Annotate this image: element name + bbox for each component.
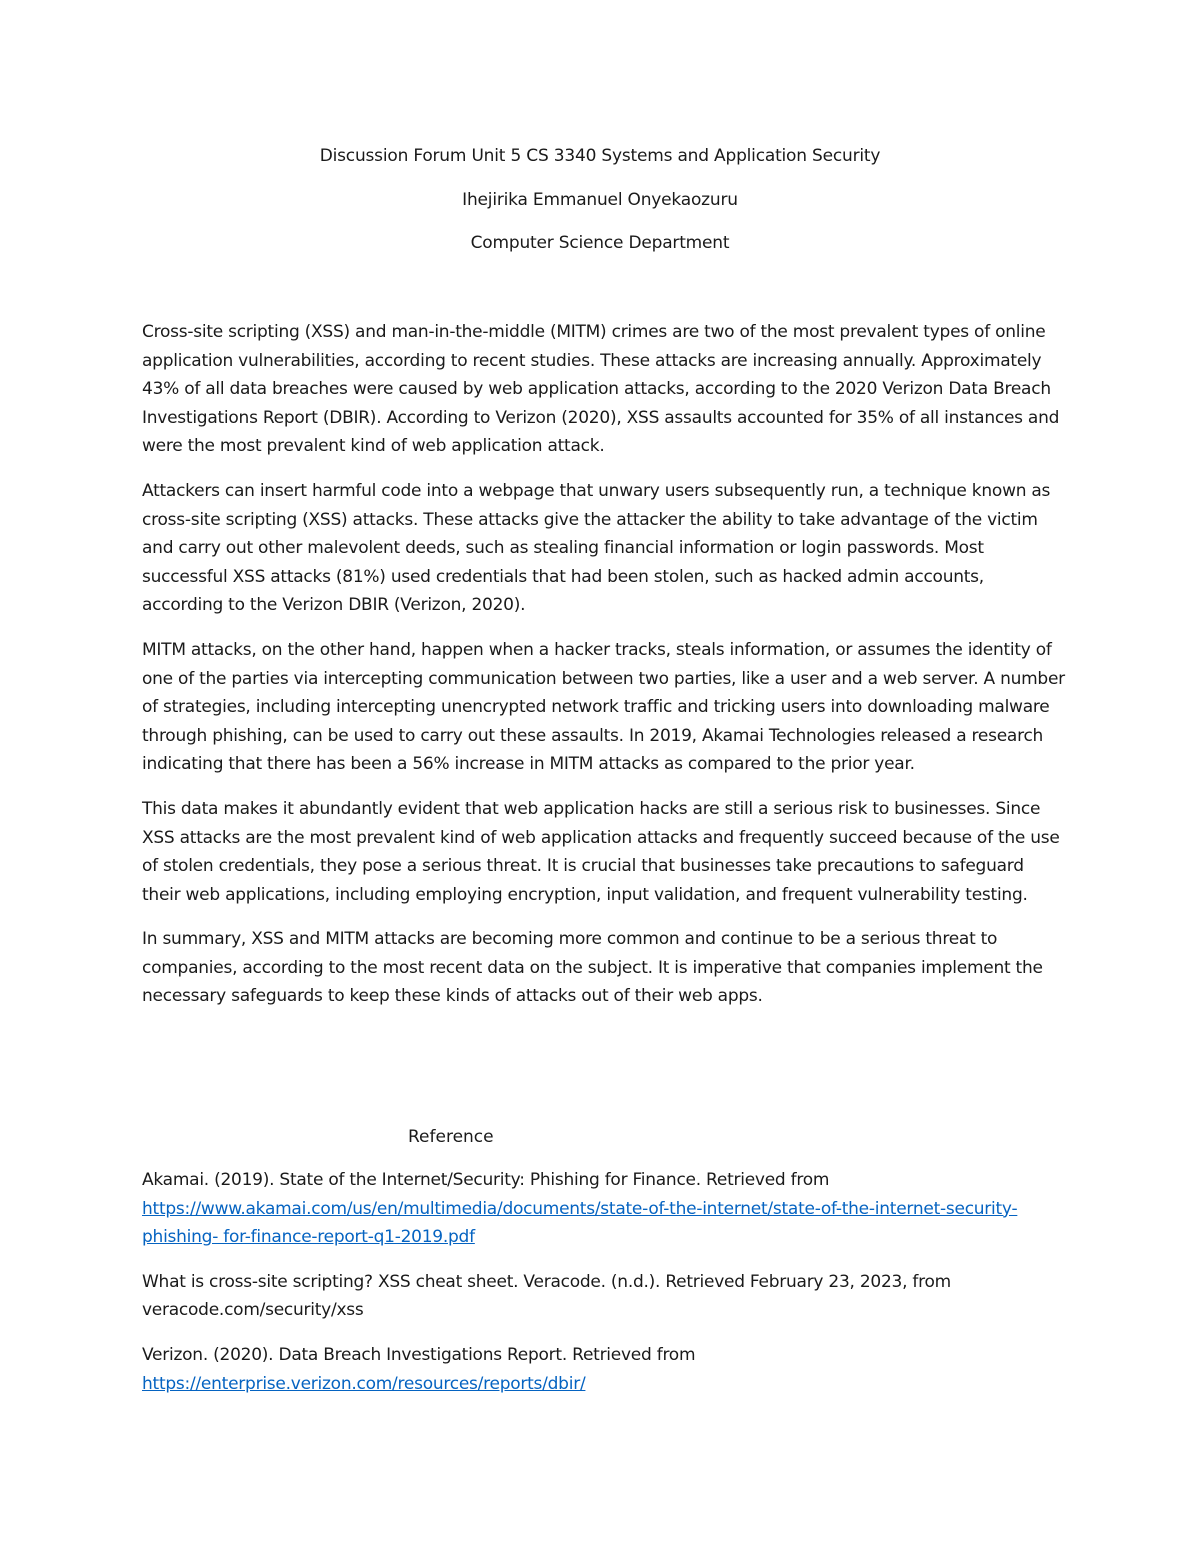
paragraph-1: Cross-site scripting (XSS) and man-in-the-middle (MITM) crimes are two of the most prevalent types of online application vulnerabilities, according to recent studies. These attacks are increasing annually. Approximately 43% of all data breaches were caused by web application attacks, according to the 2020 Verizon Data Breach Investigations Report (DBIR). According to Verizon (2020), XSS assaults accounted for 35% of all instances and were the most prevalent kind of web application attack. (142, 322, 1060, 457)
department-name: Computer Science Department (470, 233, 730, 253)
reference-text: What is cross-site scripting? XSS cheat sheet. Veracode. (n.d.). Retrieved February 23, 2023, from veracode.com/security/xss (142, 1271, 951, 1321)
reference-item-3 (142, 1341, 1067, 1398)
paragraph-5: In summary, XSS and MITM attacks are becoming more common and continue to be a serious threat to companies, according to the most recent data on the subject. It is imperative that companies implement the necessary safeguards to keep these kinds of attacks out of their web apps. (142, 929, 1043, 1007)
reference-item-2 (142, 1268, 1067, 1325)
reference-text: Verizon. (2020). Data Breach Investigations Report. Retrieved from (142, 1344, 696, 1365)
paragraph-2: Attackers can insert harmful code into a webpage that unwary users subsequently run, a technique known as cross-site scripting (XSS) attacks. These attacks give the attacker the ability to take advantage of the victim and carry out other malevolent deeds, such as stealing financial information or login passwords. Most successful XSS attacks (81%) used credentials that had been stolen, such as hacked admin accounts, according to the Verizon DBIR (Verizon, 2020). (142, 480, 1051, 616)
reference-text: Akamai. (2019). State of the Internet/Security: Phishing for Finance. Retrieved from (142, 1170, 830, 1190)
paragraph-3: MITM attacks, on the other hand, happen when a hacker tracks, steals information, or assumes the identity of one of the parties via intercepting communication between two parties, like a user and a web server. A number of strategies, including intercepting unencrypted network traffic and tricking users into downloading malware through phishing, can be used to carry out these assaults. In 2019, Akamai Technologies released a research indicating that there has been a 56% increase in MITM attacks as compared to the prior year. (142, 639, 1065, 775)
document-title: Discussion Forum Unit 5 CS 3340 Systems and Application Security (319, 146, 881, 166)
body-section (142, 318, 1067, 1027)
paragraph-4: This data makes it abundantly evident that web application hacks are still a serious risk to businesses. Since XSS attacks are the most prevalent kind of web application attacks and frequently succeed because of the use of stolen credentials, they pose a serious threat. It is crucial that businesses take precautions to safeguard their web applications, including employing encryption, input validation, and frequent vulnerability testing. (142, 798, 1060, 905)
author-name: Ihejirika Emmanuel Onyekaozuru (462, 190, 738, 210)
reference-link-verizon[interactable]: https://enterprise.verizon.com/resources/reports/dbir/ (142, 1373, 586, 1394)
references-heading: Reference (408, 1127, 494, 1147)
references-list (142, 1166, 1067, 1414)
reference-link-akamai[interactable]: https://www.akamai.com/us/en/multimedia/documents/state-of-the-internet/state-of-the-internet-security-phishing- for-finance-report-q1-2019.pdf (142, 1198, 1018, 1248)
reference-item-1 (142, 1166, 1067, 1252)
